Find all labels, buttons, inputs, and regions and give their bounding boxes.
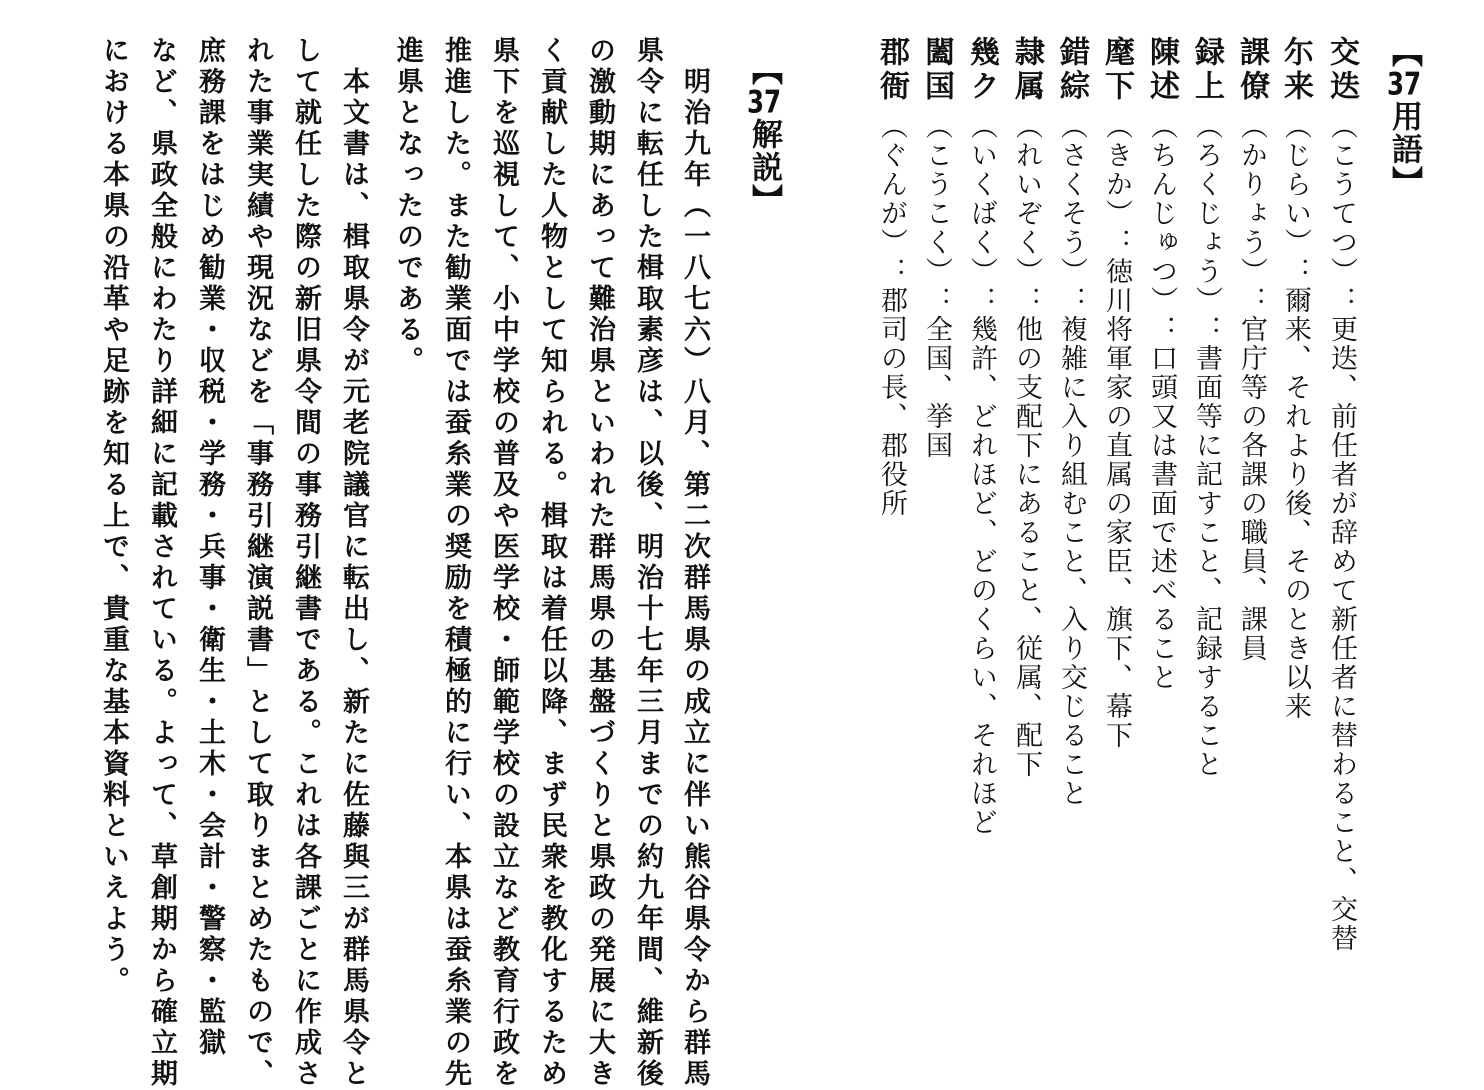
glossary-entry: 陳述（ちんじゅつ）：口頭又は書面で述べること	[1144, 36, 1179, 692]
glossary-entry: 幾ク（いくばく）：幾許、どれほど、どのくらい、それほど	[964, 36, 999, 837]
glossary-heading: 【37用語】	[1386, 36, 1422, 199]
glossary-entry: 課僚（かりょう）：官庁等の各課の職員、課員	[1234, 36, 1269, 663]
commentary-line: 庶務課をはじめ勧業・収税・学務・兵事・衛生・土木・会計・警察・監獄	[194, 36, 225, 1059]
glossary-entry: 闔国（こうこく）：全国、挙国	[919, 36, 954, 460]
glossary-entry: 麾下（きか）：徳川将軍家の直属の家臣、旗下、幕下	[1099, 36, 1134, 750]
commentary-line: における本県の沿革や足跡を知る上で、貴重な基本資料といえよう。	[98, 36, 129, 997]
glossary-entry: 尓来（じらい）：爾来、それより後、そのとき以来	[1278, 36, 1313, 721]
glossary-entry: 錯綜（さくそう）：複雑に入り組むこと、入り交じること	[1054, 36, 1089, 808]
glossary-entry: 録上（ろくじょう）：書面等に記すこと、記録すること	[1189, 36, 1224, 779]
glossary-entry: 交迭（こうてつ）：更迭、前任者が辞めて新任者に替わること、交替	[1324, 36, 1359, 953]
commentary-line: 明治九年（一八七六）八月、第二次群馬県の成立に伴い熊谷県令から群馬	[679, 36, 710, 1090]
commentary-line: 県下を巡視して、小中学校の普及や医学校・師範学校の設立など教育行政を	[488, 36, 519, 1090]
commentary-line: く貢献した人物として知られる。楫取は着任以降、まず民衆を教化するため	[536, 36, 567, 1090]
commentary-heading: 【37解説】	[746, 54, 782, 217]
glossary-entry: 隷属（れいぞく）：他の支配下にあること、従属、配下	[1009, 36, 1044, 779]
commentary-line: 県令に転任した楫取素彦は、以後、明治十七年三月までの約九年間、維新後	[632, 36, 663, 1090]
commentary-line: 本文書は、楫取県令が元老院議官に転出し、新たに佐藤與三が群馬県令と	[338, 36, 369, 1090]
commentary-line: 推進した。また勧業面では蚕糸業の奨励を積極的に行い、本県は蚕糸業の先	[440, 36, 471, 1090]
commentary-line: の激動期にあって難治県といわれた群馬県の基盤づくりと県政の発展に大き	[584, 36, 615, 1090]
commentary-line: して就任した際の新旧県令間の事務引継書である。これは各課ごとに作成さ	[290, 36, 321, 1090]
commentary-line: れた事業実績や現況などを「事務引継演説書」として取りまとめたもので、	[242, 36, 273, 1090]
glossary-entry: 郡衙（ぐんが）：郡司の長、郡役所	[874, 36, 909, 518]
commentary-line: 進県となったのである。	[392, 36, 423, 377]
commentary-line: など、県政全般にわたり詳細に記載されている。よって、草創期から確立期	[146, 36, 177, 1090]
